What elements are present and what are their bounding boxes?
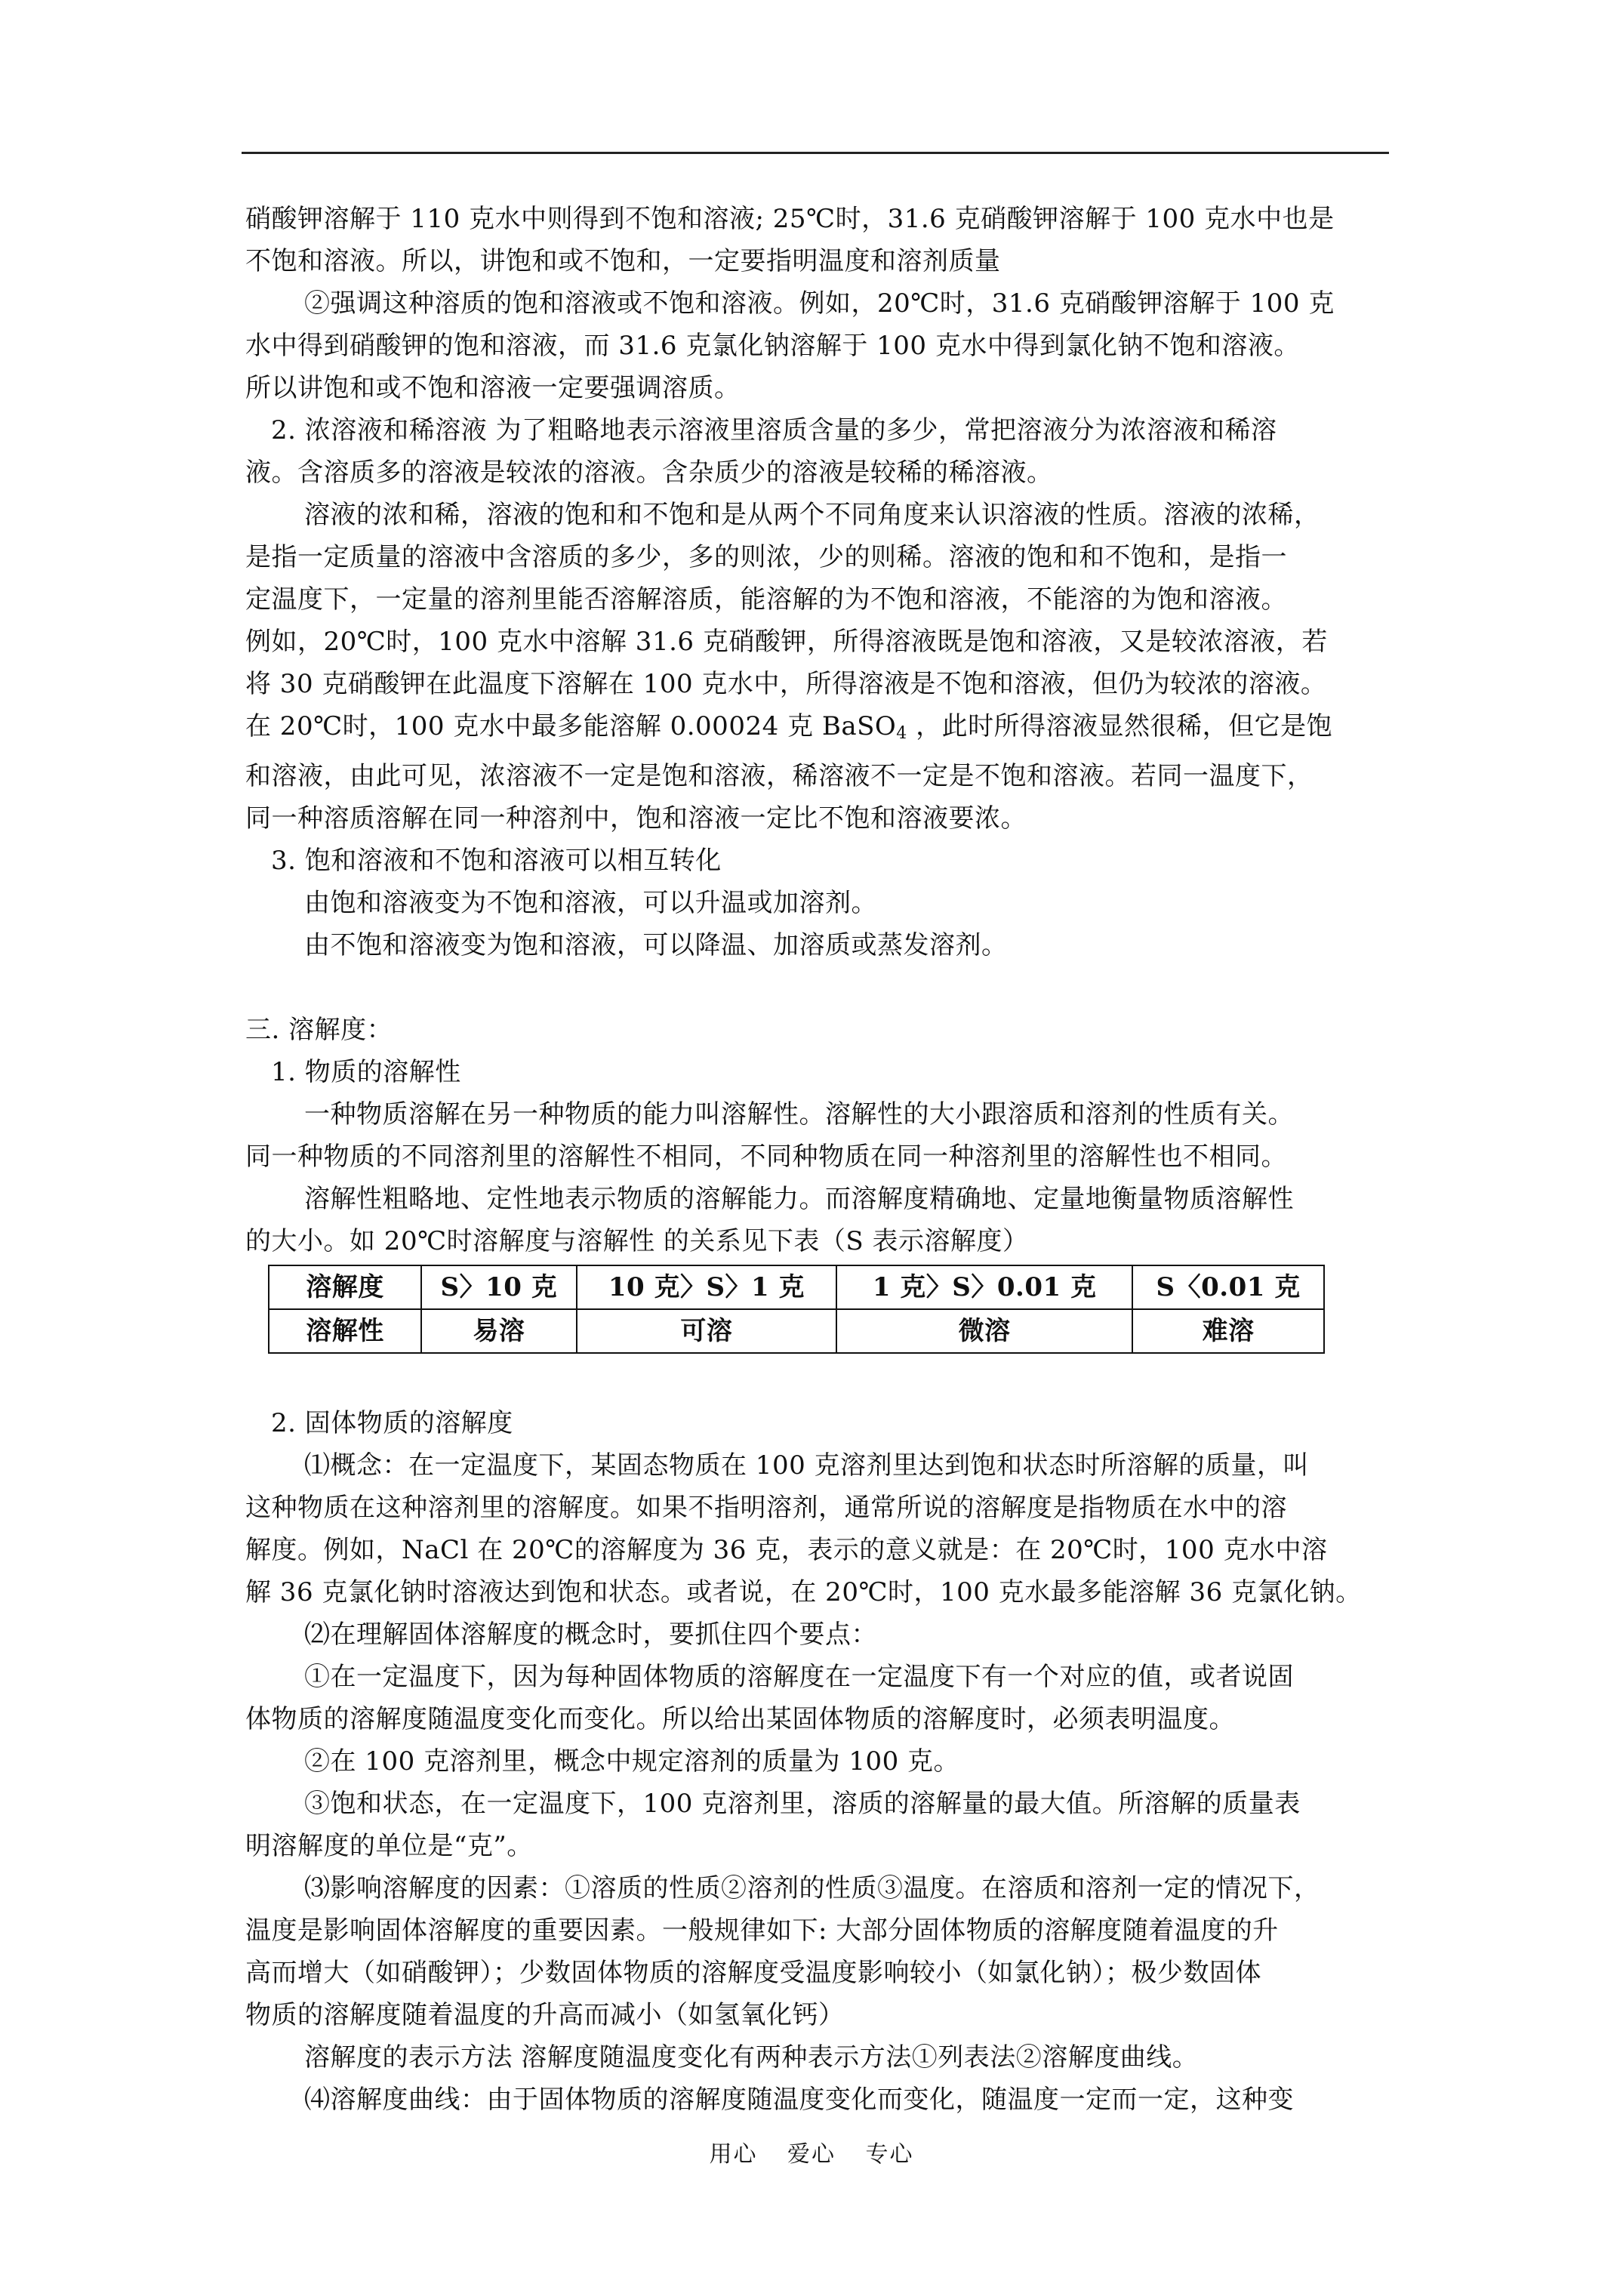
text-line: 和溶液，由此可见，浓溶液不一定是饱和溶液，稀溶液不一定是不饱和溶液。若同一温度下， — [245, 761, 1313, 791]
text-line: 三. 溶解度： — [245, 1015, 393, 1045]
text-line: 2. 固体物质的溶解度 — [271, 1408, 513, 1438]
table-cell: 溶解度 — [269, 1265, 421, 1309]
text-block-a — [245, 198, 1404, 705]
text-line: 高而增大（如硝酸钾）；少数固体物质的溶解度受温度影响较小（如氯化钠）；极少数固体 — [245, 1958, 1261, 1988]
table-cell: S〈0.01 克 — [1132, 1265, 1324, 1309]
text-line: 定温度下，一定量的溶剂里能否溶解溶质，能溶解的为不饱和溶液，不能溶的为饱和溶液。 — [245, 584, 1287, 615]
text-line: 这种物质在这种溶剂里的溶解度。如果不指明溶剂，通常所说的溶解度是指物质在水中的溶 — [245, 1493, 1287, 1523]
text-line: 2. 浓溶液和稀溶液 为了粗略地表示溶液里溶质含量的多少，常把溶液分为浓溶液和稀溶 — [271, 415, 1277, 445]
text-line: ⑵在理解固体溶解度的概念时，要抓住四个要点： — [304, 1620, 877, 1650]
baso4-line-rest: ，此时所得溶液显然很稀，但它是饱 — [907, 711, 1333, 741]
text-line: 例如，20℃时，100 克水中溶解 31.6 克硝酸钾，所得溶液既是饱和溶液，又是较浓溶液，若 — [245, 627, 1328, 657]
text-line: 液。含溶质多的溶液是较浓的溶液。含杂质少的溶液是较稀的稀溶液。 — [245, 458, 1053, 488]
text-line: 不饱和溶液。所以，讲饱和或不饱和，一定要指明温度和溶剂质量 — [245, 246, 1001, 276]
text-line: 所以讲饱和或不饱和溶液一定要强调溶质。 — [245, 373, 741, 403]
table-row — [269, 1309, 1324, 1353]
text-line: 水中得到硝酸钾的饱和溶液，而 31.6 克氯化钠溶解于 100 克水中得到氯化钠不饱和溶液。 — [245, 331, 1300, 361]
text-line: ②在 100 克溶剂里，概念中规定溶剂的质量为 100 克。 — [304, 1746, 960, 1777]
text-line: 溶液的浓和稀，溶液的饱和和不饱和是从两个不同角度来认识溶液的性质。溶液的浓稀， — [304, 500, 1320, 530]
baso4-line-text: 在 20℃时，100 克水中最多能溶解 0.00024 克 BaSO — [245, 711, 897, 741]
page-footer — [0, 2135, 1623, 2168]
table-cell: 微溶 — [836, 1309, 1132, 1353]
footer-word: 爱心 — [787, 2141, 836, 2168]
text-line: 硝酸钾溶解于 110 克水中则得到不饱和溶液; 25℃时，31.6 克硝酸钾溶解于 100 克水中也是 — [245, 204, 1335, 234]
text-line: 的大小。如 20℃时溶解度与溶解性 的关系见下表（S 表示溶解度） — [245, 1226, 1029, 1256]
text-line: ⑶影响溶解度的因素：①溶质的性质②溶剂的性质③温度。在溶质和溶剂一定的情况下， — [304, 1873, 1320, 1903]
text-line: ⑴概念：在一定温度下，某固态物质在 100 克溶剂里达到饱和状态时所溶解的质量，叫 — [304, 1450, 1310, 1481]
solubility-table — [268, 1265, 1325, 1354]
blank-line — [245, 1360, 1404, 1402]
text-line: 将 30 克硝酸钾在此温度下溶解在 100 克水中，所得溶液是不饱和溶液，但仍为较浓的溶液。 — [245, 669, 1327, 699]
text-line: 1. 物质的溶解性 — [271, 1057, 461, 1087]
text-line: ⑷溶解度曲线：由于固体物质的溶解度随温度变化而变化，随温度一定而一定，这种变 — [304, 2085, 1294, 2115]
baso4-line — [245, 705, 1404, 755]
table-row — [269, 1265, 1324, 1309]
footer-word: 用心 — [709, 2141, 758, 2168]
text-line: 解度。例如，NaCl 在 20℃的溶解度为 36 克，表示的意义就是：在 20℃时，100 克水中溶 — [245, 1535, 1328, 1565]
table-cell: 可溶 — [577, 1309, 836, 1353]
table-cell: 1 克〉S〉0.01 克 — [836, 1265, 1132, 1309]
text-block-c — [245, 1360, 1404, 2121]
table-cell: 易溶 — [421, 1309, 577, 1353]
text-line: 同一种溶质溶解在同一种溶剂中，饱和溶液一定比不饱和溶液要浓。 — [245, 803, 1027, 834]
text-line: ①在一定温度下，因为每种固体物质的溶解度在一定温度下有一个对应的值，或者说固 — [304, 1662, 1294, 1692]
table-cell: S〉10 克 — [421, 1265, 577, 1309]
text-line: 同一种物质的不同溶剂里的溶解性不相同，不同种物质在同一种溶剂里的溶解性也不相同。 — [245, 1142, 1287, 1172]
text-line: 溶解性粗略地、定性地表示物质的溶解能力。而溶解度精确地、定量地衡量物质溶解性 — [304, 1184, 1294, 1214]
text-line: 由饱和溶液变为不饱和溶液，可以升温或加溶剂。 — [304, 888, 877, 918]
table-cell: 溶解性 — [269, 1309, 421, 1353]
text-block-b — [245, 755, 1404, 1262]
text-line: 温度是影响固体溶解度的重要因素。一般规律如下: 大部分固体物质的溶解度随着温度的升 — [245, 1915, 1279, 1946]
table-cell: 难溶 — [1132, 1309, 1324, 1353]
text-line: 是指一定质量的溶液中含溶质的多少，多的则浓，少的则稀。溶液的饱和和不饱和，是指一 — [245, 542, 1287, 572]
text-line: 体物质的溶解度随温度变化而变化。所以给出某固体物质的溶解度时，必须表明温度。 — [245, 1704, 1235, 1734]
blank-line — [245, 966, 1404, 1009]
text-line: 3. 饱和溶液和不饱和溶液可以相互转化 — [271, 846, 722, 876]
text-line: 物质的溶解度随着温度的升高而减小（如氢氧化钙） — [245, 2000, 845, 2030]
text-line: 一种物质溶解在另一种物质的能力叫溶解性。溶解性的大小跟溶质和溶剂的性质有关。 — [304, 1099, 1294, 1130]
text-line: ②强调这种溶质的饱和溶液或不饱和溶液。例如，20℃时，31.6 克硝酸钾溶解于 100 克 — [304, 288, 1335, 319]
header-rule — [242, 152, 1389, 154]
table-cell: 10 克〉S〉1 克 — [577, 1265, 836, 1309]
document-body — [245, 198, 1404, 2121]
text-line: 解 36 克氯化钠时溶液达到饱和状态。或者说，在 20℃时，100 克水最多能溶解 36 克氯化钠。 — [245, 1577, 1362, 1607]
footer-word: 专心 — [865, 2141, 914, 2168]
baso4-subscript: 4 — [896, 724, 907, 743]
text-line: 溶解度的表示方法 溶解度随温度变化有两种表示方法①列表法②溶解度曲线。 — [304, 2042, 1199, 2073]
text-line: ③饱和状态，在一定温度下，100 克溶剂里，溶质的溶解量的最大值。所溶解的质量表 — [304, 1789, 1301, 1819]
text-line: 由不饱和溶液变为饱和溶液，可以降温、加溶质或蒸发溶剂。 — [304, 930, 1008, 960]
text-line: 明溶解度的单位是“克”。 — [245, 1831, 533, 1861]
